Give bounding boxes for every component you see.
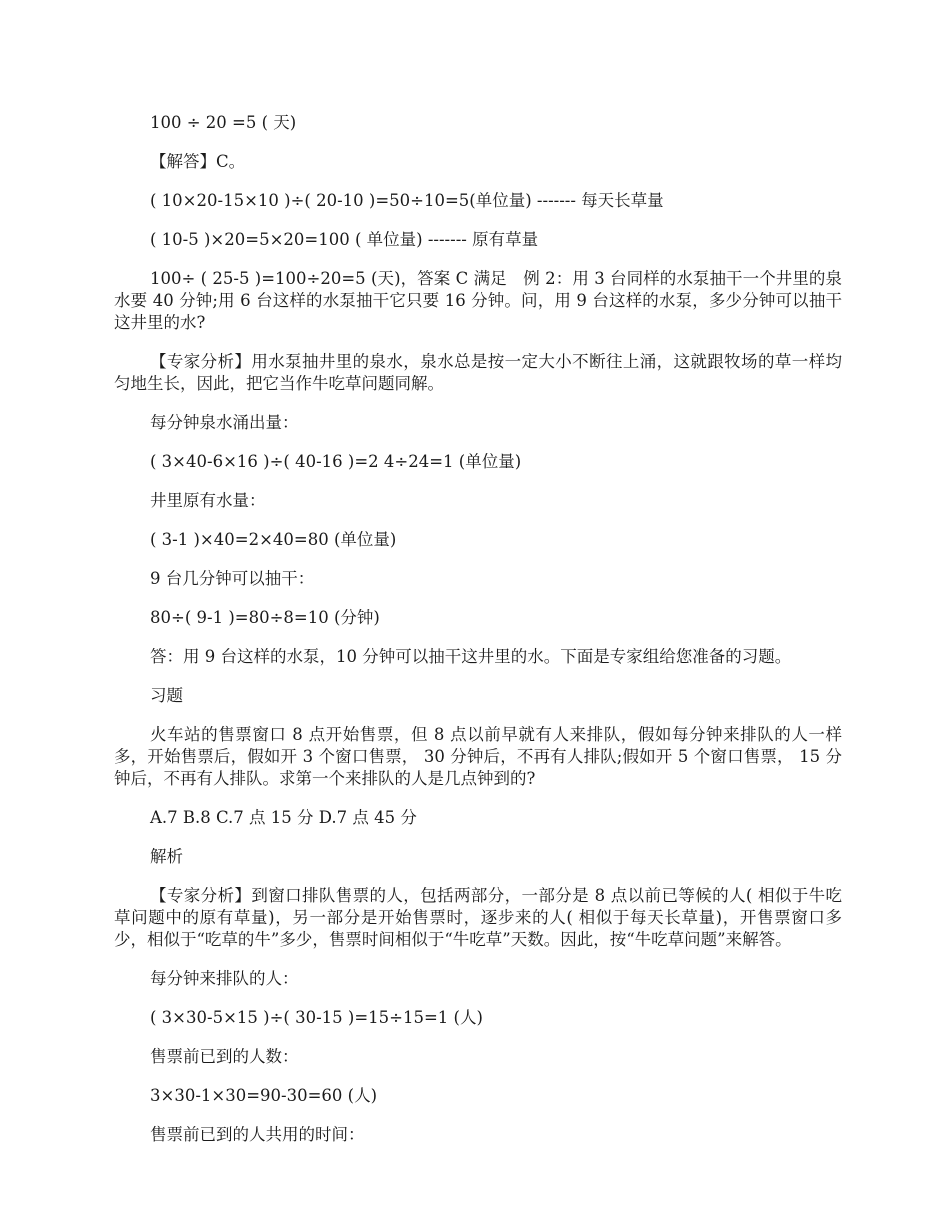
paragraph-prearrived-label: 售票前已到的人数： (150, 1047, 299, 1066)
paragraph-original-water-label: 井里原有水量： (150, 491, 266, 510)
paragraph-original-grass: ( 10-5 )×20=5×20=100 ( 单位量) ------- 原有草量 (150, 230, 539, 249)
paragraph-nine-pumps-label: 9 台几分钟可以抽干： (150, 569, 315, 588)
paragraph-queue-rate-label: 每分钟来排队的人： (150, 969, 299, 988)
paragraph-nine-pumps-calc: 80÷( 9-1 )=80÷8=10 (分钟) (150, 608, 380, 627)
section-heading-exercise: 习题 (150, 686, 183, 705)
paragraph-exercise-options: A.7 B.8 C.7 点 15 分 D.7 点 45 分 (150, 808, 417, 827)
paragraph-queue-rate-calc: ( 3×30-5×15 )÷( 30-15 )=15÷15=1 (人) (150, 1008, 483, 1027)
paragraph-answer-pumps: 答：用 9 台这样的水泵，10 分钟可以抽干这井里的水。下面是专家组给您准备的习题。 (150, 647, 792, 666)
paragraph-answer-c: 【解答】C。 (150, 152, 246, 171)
paragraph-expert-analysis-2: 【专家分析】到窗口排队售票的人，包括两部分，一部分是 8 点以前已等候的人( 相似于牛吃草问题中的原有草量)，另一部分是开始售票时，逐步来的人( 相似于每天长草量)，开售票窗口多少，相似于“吃草的牛”多少，售票时间相似于“牛吃草”天数。因此，按“牛吃草问题”来解答。 (114, 886, 842, 949)
paragraph-expert-analysis-1: 【专家分析】用水泵抽井里的泉水，泉水总是按一定大小不断往上涌，这就跟牧场的草一样均匀地生长，因此，把它当作牛吃草问题同解。 (114, 352, 842, 393)
paragraph-exercise-question: 火车站的售票窗口 8 点开始售票，但 8 点以前早就有人来排队，假如每分钟来排队的人一样多，开始售票后，假如开 3 个窗口售票， 30 分钟后，不再有人排队;假如开 5 个窗口售票， 15 分钟后，不再有人排队。求第一个来排队的人是几点钟到的? (114, 725, 842, 788)
paragraph-example-2: 100÷ ( 25-5 )=100÷20=5 (天)，答案 C 满足 例 2：用 3 台同样的水泵抽干一个井里的泉水要 40 分钟;用 6 台这样的水泵抽干它只要 16 分钟。问，用 9 台这样的水泵，多少分钟可以抽干这井里的水? (114, 269, 842, 332)
paragraph-time-used-label: 售票前已到的人共用的时间： (150, 1125, 365, 1144)
paragraph-prearrived-calc: 3×30-1×30=90-30=60 (人) (150, 1086, 378, 1105)
paragraph-daily-growth: ( 10×20-15×10 )÷( 20-10 )=50÷10=5(单位量) ------- 每天长草量 (150, 191, 664, 210)
paragraph-calc-days: 100 ÷ 20 =5 ( 天) (150, 113, 297, 132)
paragraph-original-water-calc: ( 3-1 )×40=2×40=80 (单位量) (150, 530, 397, 549)
section-heading-analysis: 解析 (150, 847, 183, 866)
paragraph-spring-rate-calc: ( 3×40-6×16 )÷( 40-16 )=2 4÷24=1 (单位量) (150, 452, 522, 471)
paragraph-spring-rate-label: 每分钟泉水涌出量： (150, 413, 299, 432)
document-body (114, 112, 842, 1163)
